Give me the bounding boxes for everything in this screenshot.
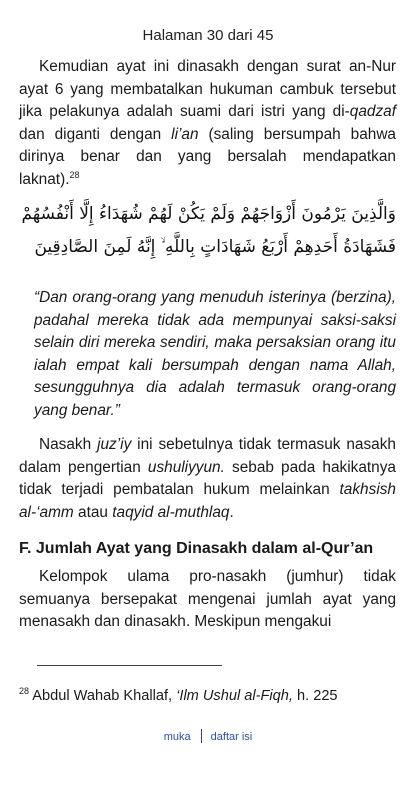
text: ini sebetulnya tidak termasuk nasakh dalam pengertian bbox=[19, 436, 396, 476]
term-lian: li’an bbox=[171, 125, 199, 143]
text: . bbox=[229, 503, 234, 521]
term-takhsish: takhsish al-‘amm bbox=[19, 481, 396, 521]
footnote-reference[interactable]: 28 bbox=[69, 169, 80, 180]
footnote-author: Abdul Wahab Khallaf, bbox=[29, 688, 177, 704]
text: Kemudian ayat ini dinasakh dengan surat an-Nur ayat 6 yang membatalkan hukuman cambuk tersebut jika pelakunya adalah suami dari istri yang di- bbox=[19, 58, 396, 121]
paragraph-nasakh-juziy bbox=[19, 434, 396, 524]
footnote-divider bbox=[37, 665, 222, 666]
verse-translation-quote: “Dan orang-orang yang menuduh isterinya (berzina), padahal mereka tidak ada mempunyai saksi-saksi selain diri mereka sendiri, maka persaksian orang itu ialah empat kali bersumpah dengan nama Allah, sesungguhnya dia adalah termasuk orang-orang yang benar.” bbox=[34, 289, 396, 419]
footnote-title: ‘Ilm Ushul al-Fiqh, bbox=[176, 688, 293, 704]
paragraph-jumhur: Kelompok ulama pro-nasakh (jumhur) tidak semuanya bersepakat mengenai jumlah ayat yang menasakh dan dinasakh. Meskipun mengakui bbox=[19, 568, 396, 631]
page-navigation bbox=[0, 729, 416, 743]
footnote-number: 28 bbox=[19, 686, 30, 697]
table-of-contents-link[interactable]: daftar isi bbox=[210, 731, 253, 743]
text: (saling bersumpah bahwa dirinya benar dan yang bersalah mendapatkan laknat). bbox=[19, 125, 396, 188]
page-indicator: Halaman 30 dari 45 bbox=[142, 27, 274, 44]
term-ushuliyyun: ushuliyyun. bbox=[147, 458, 225, 476]
nav-separator bbox=[201, 729, 202, 743]
text: atau bbox=[73, 503, 113, 521]
arabic-verse-line-1: وَالَّذِينَ يَرْمُونَ أَزْوَاجَهُمْ وَلَمْ يَكُنْ لَهُمْ شُهَدَاءُ إِلَّا أَنْفُسُهُمْ bbox=[21, 204, 396, 224]
home-link[interactable]: muka bbox=[163, 731, 191, 743]
term-juziy: juz’iy bbox=[97, 436, 132, 453]
paragraph-nasakh-an-nur bbox=[19, 56, 396, 192]
section-heading: F. Jumlah Ayat yang Dinasakh dalam al-Qur’an bbox=[19, 540, 374, 557]
arabic-verse bbox=[19, 198, 396, 264]
arabic-verse-line-2: فَشَهَادَةُ أَحَدِهِمْ أَرْبَعُ شَهَادَاتٍ بِاللَّهِ ۙ إِنَّهُ لَمِنَ الصَّادِقِينَ bbox=[34, 237, 396, 257]
text: Nasakh bbox=[39, 436, 98, 453]
footnote-page: h. 225 bbox=[292, 688, 338, 704]
term-taqyid: taqyid al-muthlaq bbox=[112, 503, 230, 521]
footnote bbox=[19, 686, 399, 706]
text: sebab pada hakikatnya tidak terjadi pembatalan hukum melainkan bbox=[19, 458, 396, 499]
text: dan diganti dengan bbox=[19, 125, 172, 143]
term-qadzaf: qadzaf bbox=[349, 103, 396, 121]
